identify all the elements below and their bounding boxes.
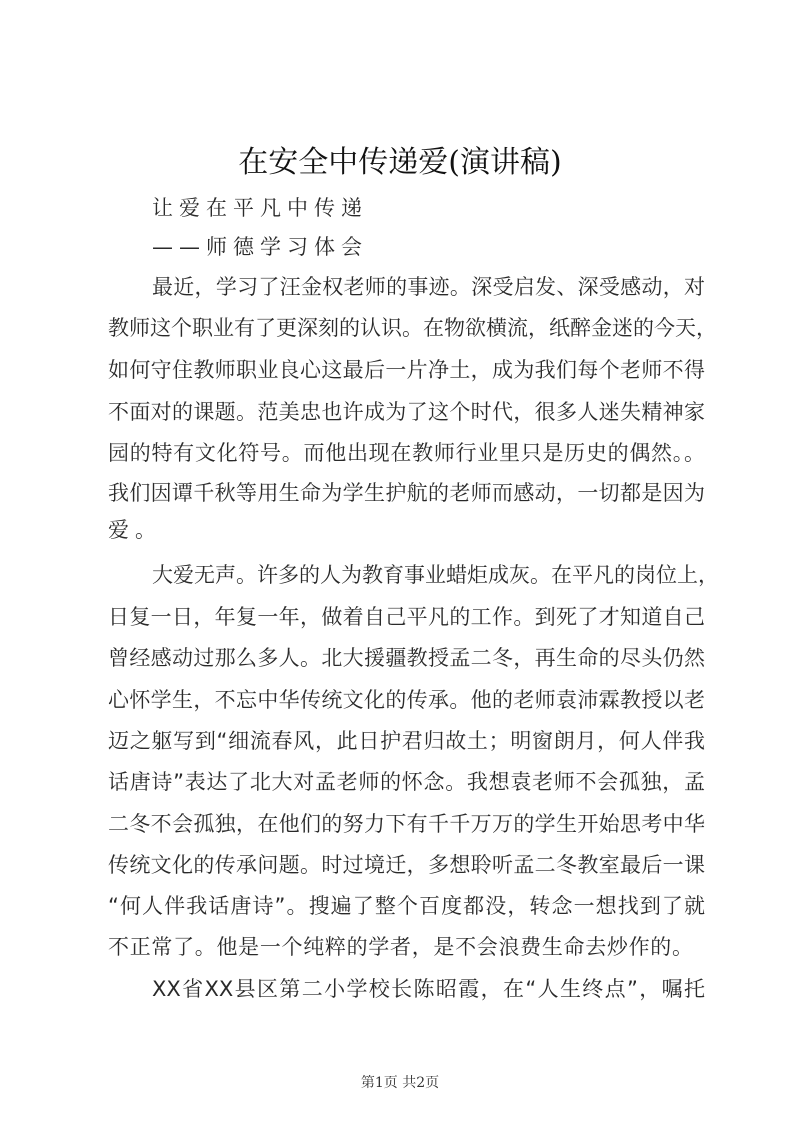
paragraph-line: 曾经感动过那么多人。北大援疆教授孟二冬，再生命的尽头仍然: [108, 646, 705, 670]
page-number: 第1页 共2页: [360, 1075, 440, 1091]
paragraph-line: 日复一日，年复一年，做着自己平凡的工作。到死了才知道自己: [108, 605, 705, 629]
paragraph-line: 如何守住教师职业良心这最后一片净土，成为我们每个老师不得: [108, 358, 705, 382]
paragraph-line: XX省XX县区第二小学校长陈昭霞，在“人生终点”，嘱托: [152, 977, 705, 1001]
paragraph-line: 教师这个职业有了更深刻的认识。在物欲横流，纸醉金迷的今天，: [108, 316, 717, 340]
paragraph-line: 大爱无声。许多的人为教育事业蜡炬成灰。在平凡的岗位上，: [152, 563, 719, 587]
paragraph-line: 心怀学生，不忘中华传统文化的传承。他的老师袁沛霖教授以老: [108, 688, 705, 712]
document-title: 在安全中传递爱(演讲稿): [238, 145, 562, 180]
paragraph-line: 我们因谭千秋等用生命为学生护航的老师而感动，一切都是因为: [108, 481, 705, 505]
paragraph-line: 话唐诗”表达了北大对孟老师的怀念。我想袁老师不会孤独，孟: [108, 770, 705, 794]
paragraph-line: 迈之躯写到“细流春风，此日护君归故土；明窗朗月，何人伴我: [108, 729, 705, 753]
paragraph-line: 爱。: [108, 518, 162, 542]
paragraph-line: 不面对的课题。范美忠也许成为了这个时代，很多人迷失精神家: [108, 400, 705, 424]
paragraph-line: 园的特有文化符号。而他出现在教师行业里只是历史的偶然。。: [108, 441, 705, 465]
paragraph-line: 二冬不会孤独，在他们的努力下有千千万万的学生开始思考中华: [108, 812, 705, 836]
paragraph-line: 最近，学习了汪金权老师的事迹。深受启发、深受感动，对: [152, 275, 705, 299]
paragraph-line: 不正常了。他是一个纯粹的学者，是不会浪费生命去炒作的。: [108, 935, 693, 959]
subtitle: 让爱在平凡中传递: [152, 196, 368, 220]
paragraph-line: 传统文化的传承问题。时过境迁，多想聆听孟二冬教室最后一课: [108, 853, 705, 877]
subtitle-2: ——师德学习体会: [152, 235, 368, 259]
paragraph-line: “何人伴我话唐诗”。搜遍了整个百度都没，转念一想找到了就: [108, 894, 705, 918]
